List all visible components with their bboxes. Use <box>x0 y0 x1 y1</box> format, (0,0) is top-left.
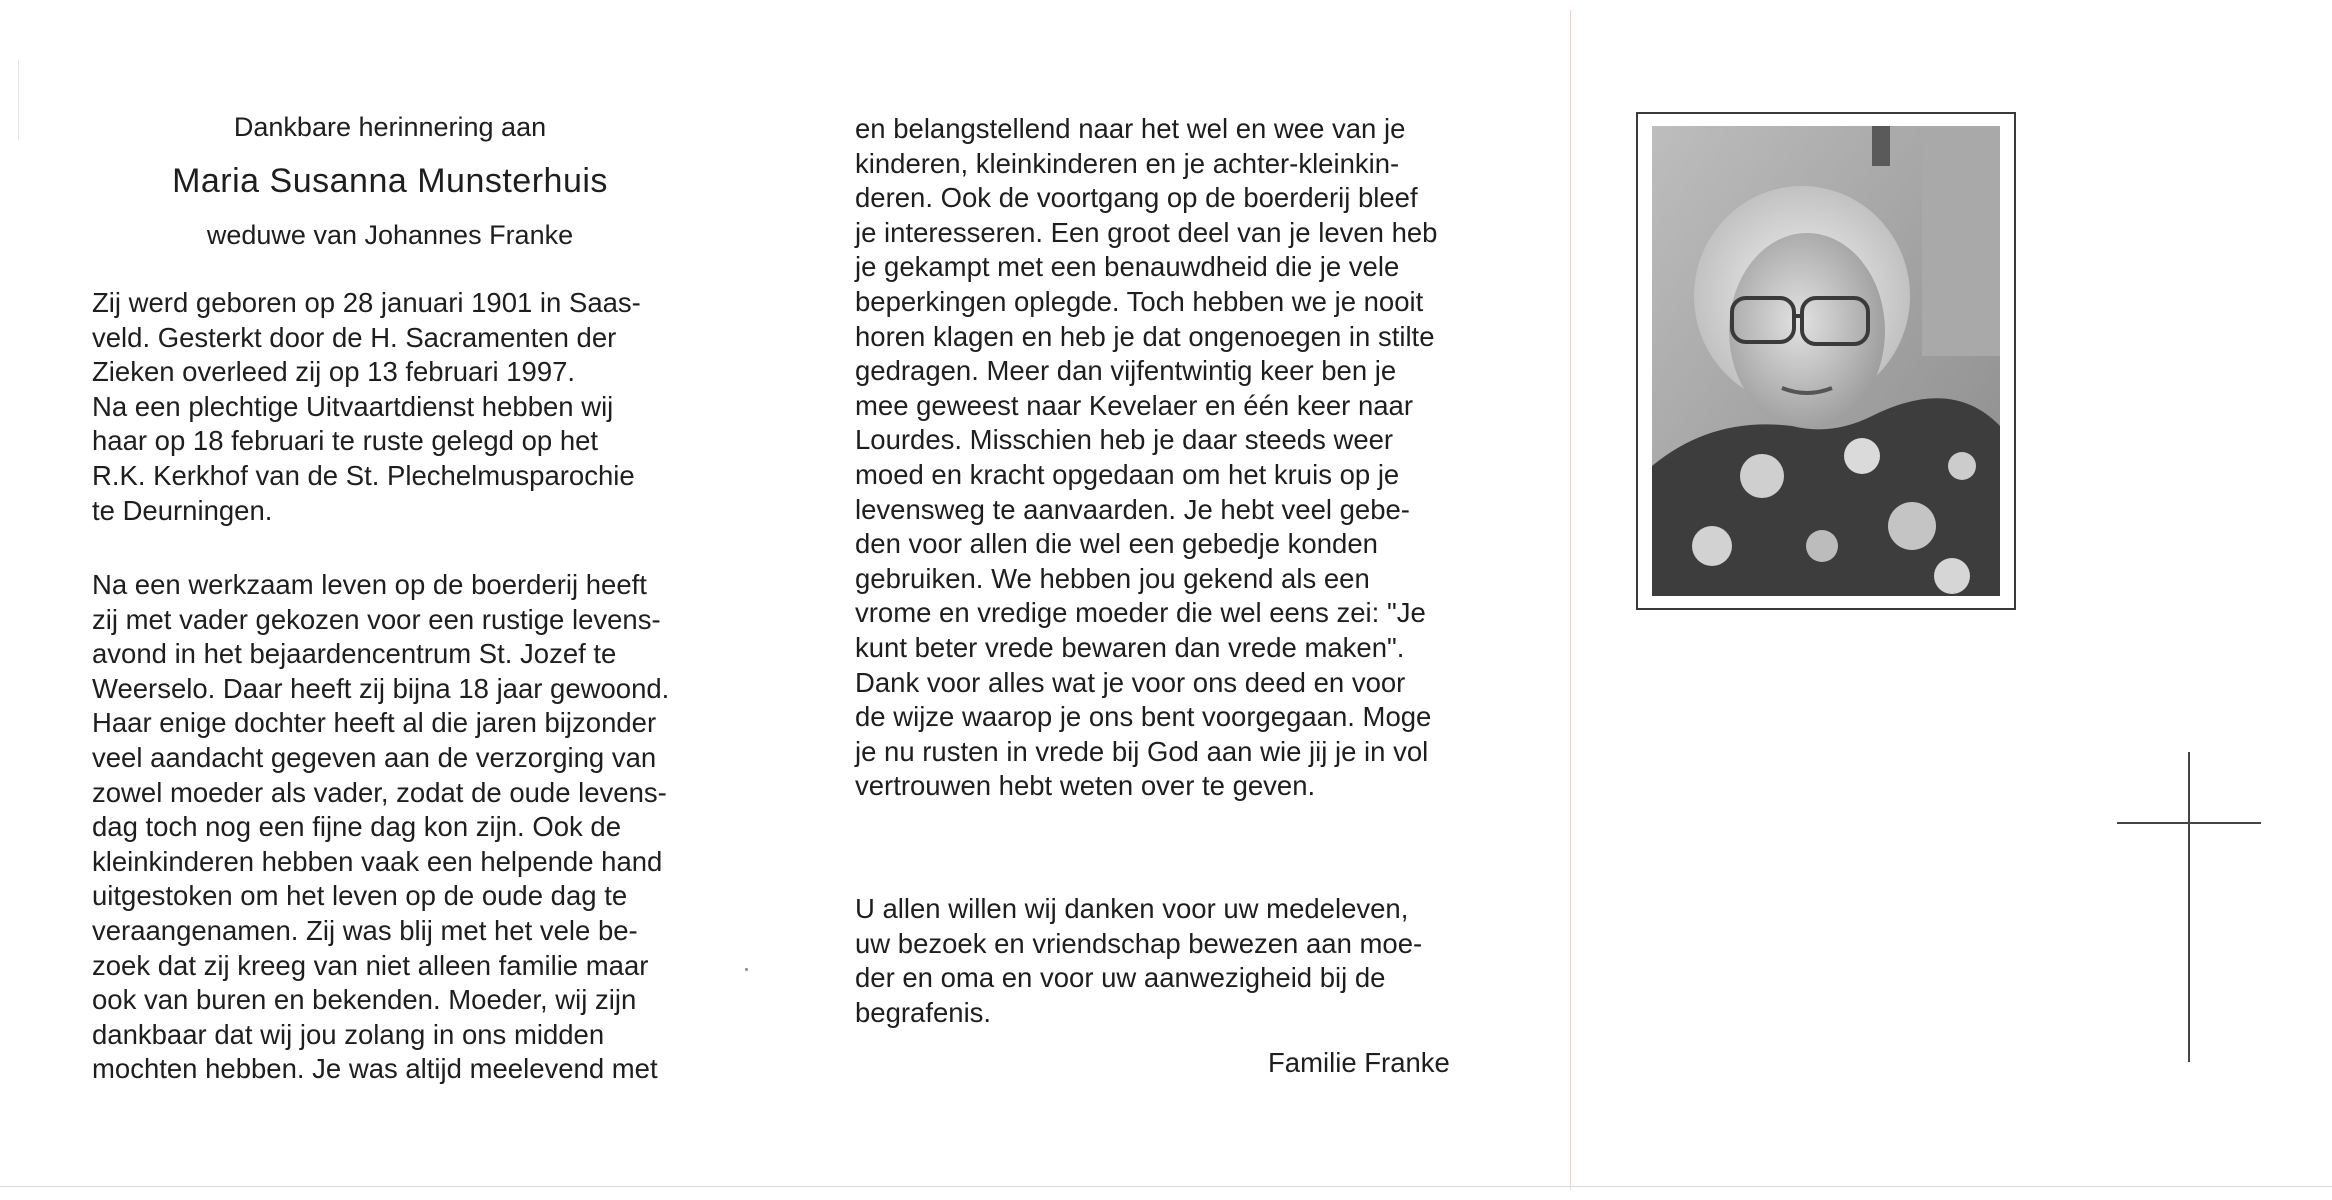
text-line: uitgestoken om het leven op de oude dag te <box>92 880 628 912</box>
text-line: kinderen, kleinkinderen en je achter-kleinkin- <box>855 147 1400 179</box>
text-line: de wijze waarop je ons bent voorgegaan. Moge <box>855 701 1432 733</box>
text-line: U allen willen wij danken voor uw medeleven, <box>855 893 1409 924</box>
text-line: avond in het bejaardencentrum St. Jozef te <box>92 638 617 670</box>
left-edge-mark <box>18 60 19 140</box>
paper-speck <box>745 968 748 971</box>
text-line: kleinkinderen hebben vaak een helpende hand <box>92 845 663 877</box>
paragraph-birth-death <box>92 286 641 528</box>
portrait-frame <box>1636 112 2016 610</box>
text-line: der en oma en voor uw aanwezigheid bij de <box>855 962 1386 994</box>
text-line: deren. Ook de voortgang op de boerderij bleef <box>855 182 1418 214</box>
paragraph-thanks <box>855 892 1422 1030</box>
paragraph-life-story <box>92 568 669 1087</box>
cross-icon <box>2188 752 2190 1062</box>
text-line: zij met vader gekozen voor een rustige levens- <box>92 603 661 635</box>
text-line: veld. Gesterkt door de H. Sacramenten der <box>92 321 617 353</box>
signature: Familie Franke <box>1268 1047 1450 1078</box>
portrait-photo <box>1652 126 2000 596</box>
text-line: Lourdes. Misschien heb je daar steeds weer <box>855 424 1394 456</box>
text-line: horen klagen en heb je dat ongenoegen in stilte <box>855 320 1435 352</box>
text-line: je nu rusten in vrede bij God aan wie jij je in vol <box>855 735 1429 767</box>
text-line: uw bezoek en vriendschap bewezen aan moe- <box>855 927 1423 959</box>
intro-line: Dankbare herinnering aan <box>233 112 547 142</box>
text-line: te Deurningen. <box>92 494 273 526</box>
text-line: beperkingen oplegde. Toch hebben we je nooit <box>855 285 1424 317</box>
text-line: kunt beter vrede bewaren dan vrede maken". <box>855 631 1405 663</box>
text-line: je interesseren. Een groot deel van je leven heb <box>855 216 1438 248</box>
card-fold-line <box>1570 10 1571 1190</box>
text-line: je gekampt met een benauwdheid die je vele <box>855 251 1400 283</box>
text-line: den voor allen die wel een gebedje konden <box>855 528 1378 560</box>
text-line: gedragen. Meer dan vijfentwintig keer ben je <box>855 355 1397 387</box>
text-line: zoek dat zij kreeg van niet alleen familie maar <box>92 949 649 981</box>
widow-line: weduwe van Johannes Franke <box>206 220 574 250</box>
text-line: Weerselo. Daar heeft zij bijna 18 jaar gewoond. <box>92 672 670 704</box>
text-line: haar op 18 februari te ruste gelegd op het <box>92 425 599 457</box>
text-line: Haar enige dochter heeft al die jaren bijzonder <box>92 707 657 739</box>
text-line: gebruiken. We hebben jou gekend als een <box>855 562 1370 594</box>
text-line: vrome en vredige moeder die wel eens zei: "Je <box>855 597 1426 629</box>
text-line: dag toch nog een fijne dag kon zijn. Ook de <box>92 811 621 843</box>
text-line: veraangenamen. Zij was blij met het vele be- <box>92 914 638 946</box>
cross-bar <box>2117 822 2261 824</box>
deceased-name: Maria Susanna Munsterhuis <box>172 162 608 200</box>
paragraph-life-story-continued <box>855 112 1437 804</box>
text-line: mochten hebben. Je was altijd meelevend met <box>92 1053 658 1085</box>
text-line: ook van buren en bekenden. Moeder, wij zijn <box>92 984 637 1016</box>
text-line: zowel moeder als vader, zodat de oude levens- <box>92 776 667 808</box>
text-line: begrafenis. <box>855 996 992 1028</box>
text-line: Zieken overleed zij op 13 februari 1997. <box>92 356 576 388</box>
text-line: Na een werkzaam leven op de boerderij heeft <box>92 569 647 600</box>
text-line: mee geweest naar Kevelaer en één keer naar <box>855 389 1413 421</box>
text-line: vertrouwen hebt weten over te geven. <box>855 770 1316 802</box>
text-line: dankbaar dat wij jou zolang in ons midden <box>92 1018 605 1050</box>
text-line: R.K. Kerkhof van de St. Plechelmusparochie <box>92 459 635 491</box>
card-bottom-edge <box>0 1186 2332 1187</box>
text-line: Na een plechtige Uitvaartdienst hebben wij <box>92 390 614 422</box>
text-line: levensweg te aanvaarden. Je hebt veel gebe- <box>855 493 1410 525</box>
text-line: Zij werd geboren op 28 januari 1901 in Saas- <box>92 287 641 318</box>
portrait-illustration <box>1652 126 2000 596</box>
text-line: moed en kracht opgedaan om het kruis op je <box>855 458 1400 490</box>
text-line: veel aandacht gegeven aan de verzorging van <box>92 741 657 773</box>
text-line: en belangstellend naar het wel en wee van je <box>855 113 1406 144</box>
text-line: Dank voor alles wat je voor ons deed en voor <box>855 666 1406 698</box>
